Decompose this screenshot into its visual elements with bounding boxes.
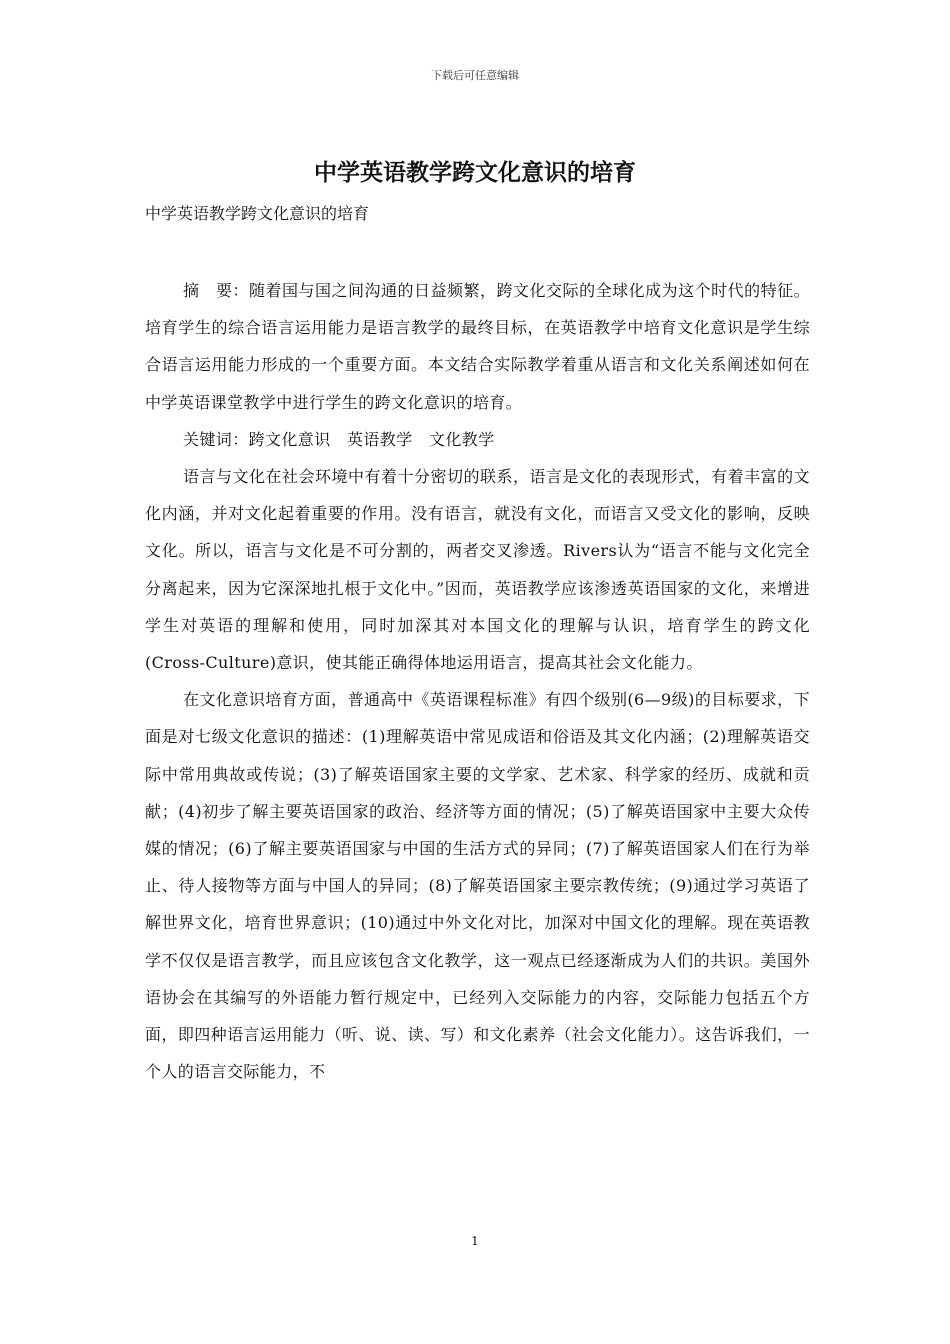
body-paragraph-1: 语言与文化在社会环境中有着十分密切的联系，语言是文化的表现形式，有着丰富的文化内涵，并对文化起着重要的作用。没有语言，就没有文化，而语言又受文化的影响，反映文化。所以，语言与文化是不可分割的，两者交叉渗透。Rivers认为“语言不能与文化完全分离起来，因为它深深地扎根于文化中。”因而，英语教学应该渗透英语国家的文化，来增进学生对英语的理解和使用，同时加深其对本国文化的理解与认识，培育学生的跨文化(Cross-Culture)意识，使其能正确得体地运用语言，提高其社会文化能力。 [145, 467, 810, 673]
document-subtitle: 中学英语教学跨文化意识的培育 [145, 204, 370, 223]
abstract-paragraph: 摘 要：随着国与国之间沟通的日益频繁，跨文化交际的全球化成为这个时代的特征。培育学生的综合语言运用能力是语言教学的最终目标，在英语教学中培育文化意识是学生综合语言运用能力形成的一个重要方面。本文结合实际教学着重从语言和文化关系阐述如何在中学英语课堂教学中进行学生的跨文化意识的培育。 [145, 281, 810, 412]
document-title: 中学英语教学跨文化意识的培育 [314, 160, 636, 186]
header-note: 下载后可任意编辑 [431, 69, 519, 82]
page-number: 1 [471, 1234, 479, 1248]
body-paragraph-2: 在文化意识培育方面，普通高中《英语课程标准》有四个级别(6—9级)的目标要求，下面是对七级文化意识的描述：(1)理解英语中常见成语和俗语及其文化内涵；(2)理解英语交际中常用典故或传说；(3)了解英语国家主要的文学家、艺术家、科学家的经历、成就和贡献；(4)初步了解主要英语国家的政治、经济等方面的情况；(5)了解英语国家中主要大众传媒的情况；(6)了解主要英语国家与中国的生活方式的异同；(7)了解英语国家人们在行为举止、待人接物等方面与中国人的异同；(8)了解英语国家主要宗教传统；(9)通过学习英语了解世界文化，培育世界意识；(10)通过中外文化对比，加深对中国文化的理解。现在英语教学不仅仅是语言教学，而且应该包含文化教学，这一观点已经逐渐成为人们的共识。美国外语协会在其编写的外语能力暂行规定中，已经列入交际能力的内容，交际能力包括五个方面，即四种语言运用能力（听、说、读、写）和文化素养（社会文化能力）。这告诉我们，一个人的语言交际能力，不 [145, 690, 810, 1082]
keywords-line: 关键词：跨文化意识 英语教学 文化教学 [183, 429, 495, 449]
document-body [145, 272, 810, 1090]
